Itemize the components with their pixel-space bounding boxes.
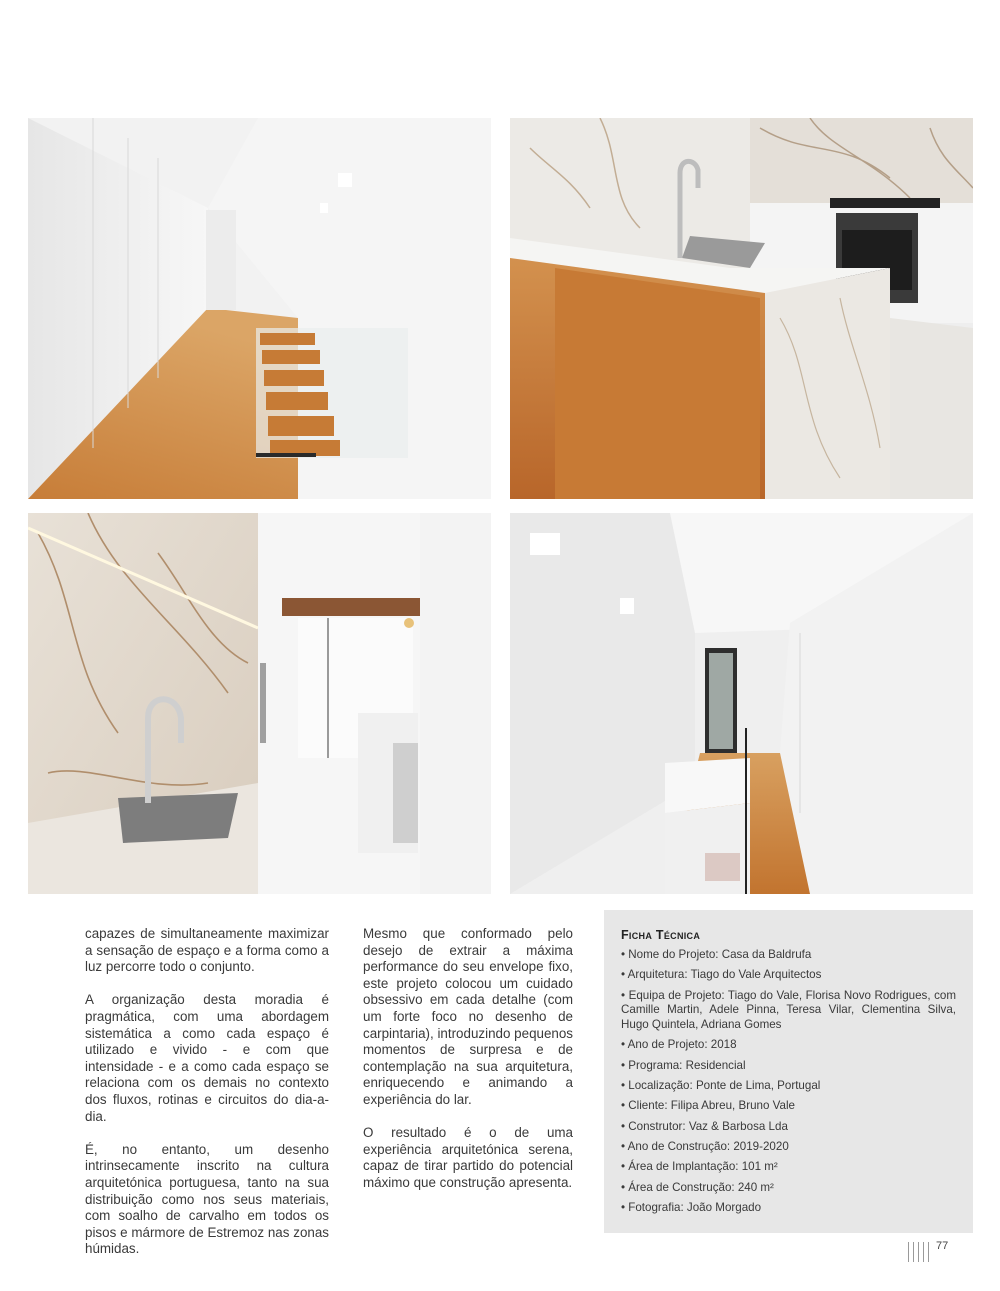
list-item: • Ano de Projeto: 2018 [621,1038,737,1052]
body-text-column-2 [363,926,573,1208]
list-item: • Equipa de Projeto: Tiago do Vale, Florisa Novo Rodrigues, com Camille Martin, Adele Pinna, Teresa Vilar, Clementina Silva, Hugo Quintela, Adriana Gomes [621,988,956,1032]
list-item: • Construtor: Vaz & Barbosa Lda [621,1119,788,1133]
paragraph: capazes de simultaneamente maximizar a sensação de espaço e a forma como a luz percorre todo o conjunto. [85,926,329,975]
list-item: • Nome do Projeto: Casa da Baldrufa [621,948,812,961]
list-item: • Programa: Residencial [621,1058,746,1072]
page-number: 77 [936,1240,949,1252]
list-item: • Localização: Ponte de Lima, Portugal [621,1079,821,1093]
technical-sheet-title: Ficha Técnica [621,928,701,942]
photo-corridor-stairs [28,118,491,499]
paragraph: O resultado é o de uma experiência arquitetónica serena, capaz de tirar partido do potencial máximo que construção apresenta. [363,1125,573,1190]
list-item: • Fotografia: João Morgado [621,1200,762,1214]
photo-upper-hallway [510,513,973,894]
paragraph: É, no entanto, um desenho intrinsecamente inscrito na cultura arquitetónica portuguesa, tanto na sua distribuição como nos seus materiais, com soalho de carvalho em todos os pisos e mármore de Estremoz nas zonas húmidas. [85,1141,329,1257]
page-marks-decoration [908,1242,930,1262]
paragraph: Mesmo que conformado pelo desejo de extrair a máxima performance do seu envelope fixo, este projeto colocou um cuidado obsessivo em cada detalhe (com um forte foco no desenho de carpintaria), introduzindo pequenos momentos de surpresa e de contemplação na sua arquitetura, enriquecendo e animando a experiência do lar. [363,926,573,1107]
photo-marble-sink [28,513,491,894]
list-item: • Cliente: Filipa Abreu, Bruno Vale [621,1099,795,1113]
technical-sheet-list [621,948,956,1216]
list-item: • Ano de Construção: 2019-2020 [621,1139,789,1153]
list-item: • Arquitetura: Tiago do Vale Arquitectos [621,968,822,982]
paragraph: A organização desta moradia é pragmática, com uma abordagem sistemática a como cada espaço é utilizado e vivido - e com que intensidade - e a como cada espaço se relaciona com os demais no contexto dos fluxos, rotinas e circuitos do dia-a-dia. [85,992,329,1124]
technical-sheet-panel [604,910,973,1233]
list-item: • Área de Implantação: 101 m² [621,1160,778,1174]
photo-kitchen-island [510,118,973,499]
list-item: • Área de Construção: 240 m² [621,1180,774,1194]
body-text-column-1 [85,926,329,1274]
